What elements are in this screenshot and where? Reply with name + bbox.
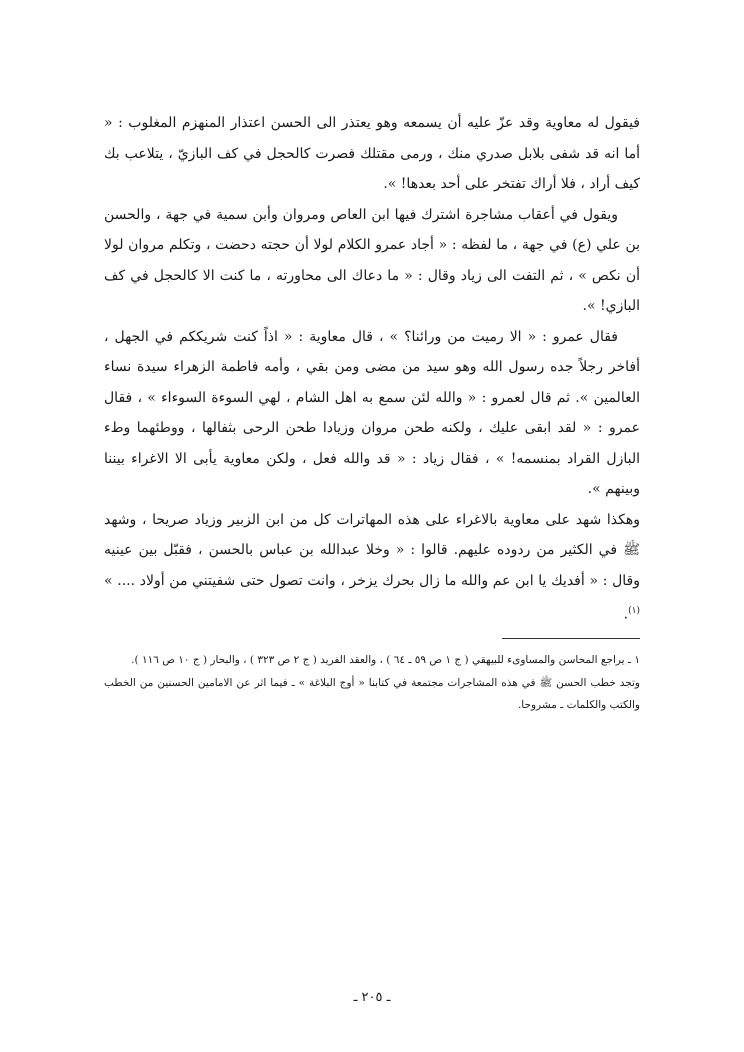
paragraph-4-text: وهكذا شهد على معاوية بالاغراء على هذه المهاترات كل من ابن الزبير وزياد صريحا ، وشهد ﷺ في الكثير من ردوده عليهم. قالوا : « وخلا عبدالله بن عباس بالحسن ، فقبّل بين عينيه وقال : « أفديك يا ابن عم والله ما زال بحرك يزخر ، وانت تصول حتى شفيتني من أولاد .... » <box>104 511 640 589</box>
paragraph-4-closing: . <box>623 606 629 623</box>
footnote-divider <box>502 638 640 639</box>
paragraph-2: ويقول في أعقاب مشاجرة اشترك فيها ابن العاص ومروان وأبن سمية في جهة ، والحسن بن علي (ع) في جهة ، ما لفظه : « أجاد عمرو الكلام لولا أن حجته دحضت ، وتكلم مروان لولا أن نكص » ، ثم التفت الى زياد وقال : « ما دعاك الى محاورته ، ما كنت الا كالحجل في كف البازي! ». <box>104 206 640 314</box>
footnote-1: ١ ـ يراجع المحاسن والمساوىء للبيهقي ( ج ١ ص ٥٩ ـ ٦٤ ) ، والعقد الفريد ( ج ٢ ص ٣٢٣ ) ، والبحار ( ج ١٠ ص ١١٦ ). <box>131 654 640 667</box>
page-body <box>104 108 640 717</box>
footnote-marker: (١) <box>628 606 640 616</box>
paragraph-3: فقال عمرو : « الا رميت من ورائنا؟ » ، قال معاوية : « اذاً كنت شريككم في الجهل ، أفاخر رجلاً جده رسول الله وهو سيد من مضى ومن بقي ، وأمه فاطمة الزهراء سيدة نساء العالمين ». ثم قال لعمرو : « والله لئن سمع به اهل الشام ، لهي السوءة السوءاء » ، فقال عمرو : « لقد ابقى عليك ، ولكنه طحن مروان وزيادا طحن الرحى بثفالها ، ووطئهما وطء البازل القراد بمنسمه! » ، فقال زياد : « قد والله فعل ، ولكن معاوية يأبى الا الاغراء بيننا وبينهم ». <box>104 328 640 497</box>
footnote-2: وتجد خطب الحسن ﷺ في هذه المشاجرات مجتمعة في كتابنا « أوج البلاغة » ـ فيما اثر عن الامامين الحسنين من الخطب والكتب والكلمات ـ مشروحا. <box>104 676 640 712</box>
paragraph-4 <box>104 505 640 631</box>
paragraph-1: فيقول له معاوية وقد عزّ عليه أن يسمعه وهو يعتذر الى الحسن اعتذار المنهزم المغلوب : « أما انه قد شفى بلابل صدري منك ، ورمى مقتلك فصرت كالحجل في كف البازيّ ، يتلاعب بك كيف أراد ، فلا أراك تفتخر على أحد بعدها! ». <box>104 115 640 192</box>
page-number: ـ ٢٠٥ ـ <box>353 990 391 1005</box>
